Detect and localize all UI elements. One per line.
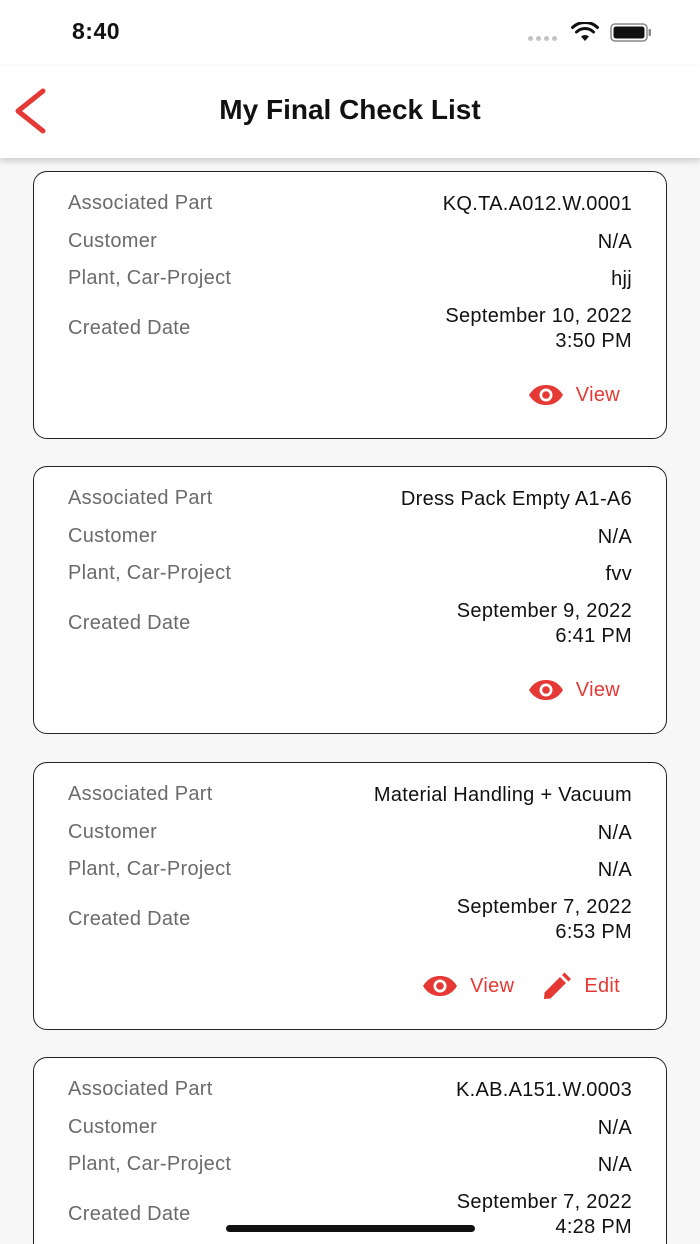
plant-value: N/A (597, 1154, 632, 1176)
plant-label: Plant, Car-Project (68, 1153, 232, 1175)
view-button[interactable] (528, 384, 620, 407)
associated-part-value: KQ.TA.A012.W.0001 (442, 193, 632, 215)
plant-label: Plant, Car-Project (68, 858, 232, 880)
edit-button[interactable] (540, 972, 620, 1000)
created-time: 3:50 PM (555, 330, 632, 352)
status-bar (0, 0, 700, 66)
view-label: View (575, 678, 620, 701)
navigation-bar (0, 66, 700, 158)
associated-part-label: Associated Part (68, 192, 213, 214)
plant-value: hjj (611, 268, 632, 290)
plant-label: Plant, Car-Project (68, 562, 232, 584)
eye-icon (422, 975, 458, 997)
customer-label: Customer (68, 230, 158, 252)
created-time: 6:41 PM (555, 625, 632, 647)
card-actions (502, 378, 620, 412)
customer-label: Customer (68, 821, 158, 843)
eye-icon (528, 679, 564, 701)
created-date-value (445, 304, 632, 354)
status-time: 8:40 (72, 18, 121, 44)
plant-value: fvv (605, 563, 632, 585)
checklist-card[interactable] (33, 1057, 667, 1244)
customer-value: N/A (597, 822, 632, 844)
created-date: September 10, 2022 (445, 305, 632, 327)
associated-part-value: Dress Pack Empty A1-A6 (400, 488, 632, 510)
checklist-card[interactable] (33, 466, 667, 734)
created-date: September 7, 2022 (456, 896, 632, 918)
created-date-label: Created Date (68, 1203, 191, 1225)
view-label: View (575, 383, 620, 406)
view-button[interactable] (422, 975, 514, 998)
associated-part-value: K.AB.A151.W.0003 (455, 1079, 632, 1101)
created-date: September 7, 2022 (456, 1191, 632, 1213)
customer-label: Customer (68, 525, 158, 547)
created-date-label: Created Date (68, 612, 191, 634)
created-date: September 9, 2022 (456, 600, 632, 622)
created-time: 6:53 PM (555, 921, 632, 943)
card-actions (396, 969, 620, 1003)
plant-label: Plant, Car-Project (68, 267, 232, 289)
plant-value: N/A (597, 859, 632, 881)
created-date-label: Created Date (68, 317, 191, 339)
home-indicator (226, 1225, 475, 1232)
battery-icon (610, 23, 652, 42)
view-label: View (470, 974, 515, 997)
created-date-label: Created Date (68, 908, 191, 930)
associated-part-label: Associated Part (68, 1078, 213, 1100)
pencil-icon (540, 972, 572, 1000)
signal-icon (528, 36, 564, 42)
customer-value: N/A (597, 1117, 632, 1139)
associated-part-label: Associated Part (68, 783, 213, 805)
customer-label: Customer (68, 1116, 158, 1138)
eye-icon (528, 384, 564, 406)
page-title: My Final Check List (219, 94, 481, 125)
customer-value: N/A (597, 231, 632, 253)
created-date-value (457, 599, 632, 649)
checklist-card[interactable] (33, 171, 667, 439)
created-date-value (457, 895, 632, 945)
view-button[interactable] (528, 679, 620, 702)
edit-label: Edit (584, 974, 620, 997)
created-date-value (457, 1190, 632, 1240)
wifi-icon (571, 22, 599, 42)
checklist-card[interactable] (33, 762, 667, 1030)
card-actions (502, 673, 620, 707)
associated-part-value: Material Handling + Vacuum (373, 784, 632, 806)
customer-value: N/A (597, 526, 632, 548)
created-time: 4:28 PM (555, 1216, 632, 1238)
associated-part-label: Associated Part (68, 487, 213, 509)
checklist-list[interactable] (0, 158, 700, 1244)
